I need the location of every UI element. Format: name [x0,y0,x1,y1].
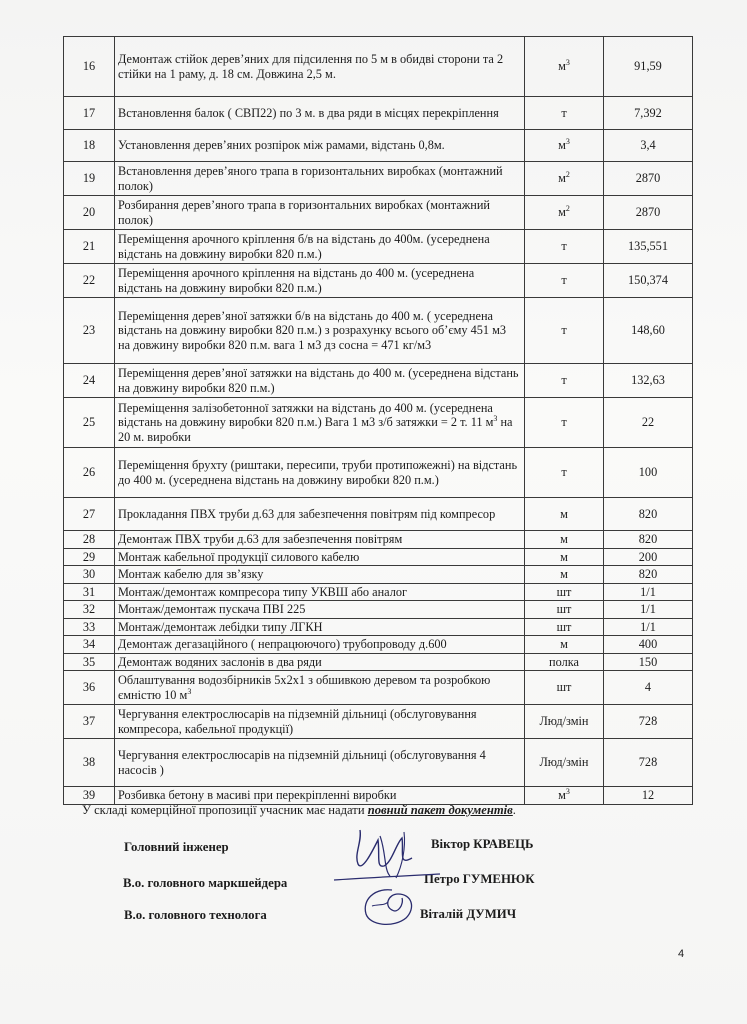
table-row [64,398,693,448]
row-number: 25 [64,398,115,448]
unit-cell: $м^3$ [525,787,604,805]
quantity-cell: 400 [604,636,693,654]
table-row [64,705,693,739]
row-number: 16 [64,37,115,97]
row-number: 18 [64,130,115,162]
table-row [64,548,693,566]
quantity-cell: 820 [604,498,693,531]
table-row [64,787,693,805]
signature-role-chief-engineer: Головний інженер [124,840,229,854]
work-description: Облаштування водозбірників 5х2х1 з обшивкою деревом та розробкою ємністю 10 $м^3$ [115,671,525,705]
signature-name-technologist: Віталій ДУМИЧ [420,907,517,921]
quantity-cell: 728 [604,705,693,739]
row-number: 26 [64,448,115,498]
unit-cell: м [525,548,604,566]
row-number: 19 [64,162,115,196]
work-description: Переміщення арочного кріплення на відстань до 400 м. (усереднена відстань на довжину виробки 820 п.м.) [115,264,525,298]
unit-cell: $м^2$ [525,196,604,230]
work-description: Монтаж/демонтаж компресора типу УКВШ або аналог [115,583,525,601]
work-description: Розбивка бетону в масиві при перекріпленні виробки [115,787,525,805]
signature-role-technologist: В.о. головного технолога [124,908,267,922]
table-row [64,448,693,498]
row-number: 31 [64,583,115,601]
table-row [64,97,693,130]
row-number: 17 [64,97,115,130]
works-table [63,36,693,805]
work-description: Переміщення дерев’яної затяжки б/в на відстань до 400 м. ( усереднена відстань на довжину виробки 820 п.м.) з розрахунку всього об’єму 451 м3 на довжину виробки 820 п.м. вага 1 м3 дз сосна = 471 кг/м3 [115,298,525,364]
unit-cell: т [525,97,604,130]
work-description: Чергування електрослюсарів на підземній дільниці (обслуговування компресора, кабельної продукції) [115,705,525,739]
work-description: Демонтаж дегазаційного ( непрацюючого) трубопроводу д.600 [115,636,525,654]
table-row [64,364,693,398]
work-description: Монтаж кабельної продукції силового кабелю [115,548,525,566]
unit-cell: шт [525,583,604,601]
unit-cell: м [525,498,604,531]
work-description: Установлення дерев’яних розпірок між рамами, відстань 0,8м. [115,130,525,162]
work-description: Переміщення брухту (риштаки, пересипи, труби протипожежні) на відстань до 400 м. (усереднена відстань на довжину виробки 820 п.м.) [115,448,525,498]
table-row [64,636,693,654]
work-description: Прокладання ПВХ труби д.63 для забезпечення повітрям під компресор [115,498,525,531]
quantity-cell: 135,551 [604,230,693,264]
row-number: 20 [64,196,115,230]
unit-cell: Люд/змін [525,739,604,787]
table-row [64,566,693,584]
unit-cell: т [525,230,604,264]
table-row [64,37,693,97]
row-number: 22 [64,264,115,298]
quantity-cell: 132,63 [604,364,693,398]
quantity-cell: 22 [604,398,693,448]
quantity-cell: 2870 [604,162,693,196]
row-number: 28 [64,531,115,549]
quantity-cell: 12 [604,787,693,805]
note-end: . [512,803,516,817]
work-description: Монтаж/демонтаж лебідки типу ЛГКН [115,618,525,636]
quantity-cell: 820 [604,531,693,549]
table-row [64,230,693,264]
table-row [64,739,693,787]
table-row [64,583,693,601]
work-description: Монтаж/демонтаж пускача ПВІ 225 [115,601,525,619]
row-number: 38 [64,739,115,787]
row-number: 21 [64,230,115,264]
unit-cell: м [525,636,604,654]
quantity-cell: 1/1 [604,583,693,601]
table-row [64,531,693,549]
note-text: У складі комерційної пропозиції учасник має надати [82,803,368,817]
quantity-cell: 148,60 [604,298,693,364]
unit-cell: шт [525,618,604,636]
row-number: 36 [64,671,115,705]
row-number: 24 [64,364,115,398]
row-number: 30 [64,566,115,584]
quantity-cell: 4 [604,671,693,705]
quantity-cell: 1/1 [604,601,693,619]
note-emphasis: повний пакет документів [367,803,513,817]
page-number: 4 [678,948,685,960]
row-number: 39 [64,787,115,805]
quantity-cell: 2870 [604,196,693,230]
quantity-cell: 820 [604,566,693,584]
unit-cell: т [525,364,604,398]
unit-cell: т [525,448,604,498]
work-description: Демонтаж ПВХ труби д.63 для забезпечення повітрям [115,531,525,549]
table-row [64,671,693,705]
work-description: Встановлення дерев’яного трапа в горизонтальних виробках (монтажний полок) [115,162,525,196]
unit-cell: м [525,531,604,549]
row-number: 34 [64,636,115,654]
work-description: Переміщення арочного кріплення б/в на відстань до 400м. (усереднена відстань на довжину виробки 820 п.м.) [115,230,525,264]
handwritten-signatures [332,822,442,932]
work-description: Розбирання дерев’яного трапа в горизонтальних виробках (монтажний полок) [115,196,525,230]
table-row [64,498,693,531]
table-row [64,298,693,364]
work-description: Монтаж кабелю для зв’язку [115,566,525,584]
quantity-cell: 7,392 [604,97,693,130]
table-row [64,162,693,196]
row-number: 37 [64,705,115,739]
work-description: Встановлення балок ( СВП22) по 3 м. в два ряди в місцях перекріплення [115,97,525,130]
quantity-cell: 91,59 [604,37,693,97]
work-description: Демонтаж стійок дерев’яних для підсилення по 5 м в обидві сторони та 2 стійки на 1 раму, д. 18 см. Довжина 2,5 м. [115,37,525,97]
unit-cell: м [525,566,604,584]
table-row [64,196,693,230]
signature-role-surveyor: В.о. головного маркшейдера [123,876,288,890]
table-row [64,653,693,671]
quantity-cell: 1/1 [604,618,693,636]
commercial-proposal-note [82,803,516,818]
table-row [64,601,693,619]
row-number: 32 [64,601,115,619]
quantity-cell: 3,4 [604,130,693,162]
quantity-cell: 100 [604,448,693,498]
unit-cell: шт [525,671,604,705]
row-number: 23 [64,298,115,364]
table-row [64,130,693,162]
row-number: 29 [64,548,115,566]
signature-name-chief-engineer: Віктор КРАВЕЦЬ [431,837,534,851]
unit-cell: Люд/змін [525,705,604,739]
unit-cell: $м^3$ [525,130,604,162]
quantity-cell: 200 [604,548,693,566]
unit-cell: т [525,398,604,448]
unit-cell: $м^2$ [525,162,604,196]
work-description: Демонтаж водяних заслонів в два ряди [115,653,525,671]
row-number: 35 [64,653,115,671]
quantity-cell: 728 [604,739,693,787]
row-number: 27 [64,498,115,531]
work-description: Переміщення дерев’яної затяжки на відстань до 400 м. (усереднена відстань на довжину виробки 820 п.м.) [115,364,525,398]
quantity-cell: 150 [604,653,693,671]
work-description: Переміщення залізобетонної затяжки на відстань до 400 м. (усереднена відстань на довжину виробки 820 п.м.) Вага 1 м3 з/б затяжки = 2 т. 11 $м^3$ на 20 м. виробки [115,398,525,448]
table-row [64,618,693,636]
unit-cell: $м^3$ [525,37,604,97]
work-description: Чергування електрослюсарів на підземній дільниці (обслуговування 4 насосів ) [115,739,525,787]
table-row [64,264,693,298]
signature-name-surveyor: Петро ГУМЕНЮК [424,872,535,886]
row-number: 33 [64,618,115,636]
unit-cell: т [525,264,604,298]
quantity-cell: 150,374 [604,264,693,298]
unit-cell: т [525,298,604,364]
unit-cell: шт [525,601,604,619]
unit-cell: полка [525,653,604,671]
